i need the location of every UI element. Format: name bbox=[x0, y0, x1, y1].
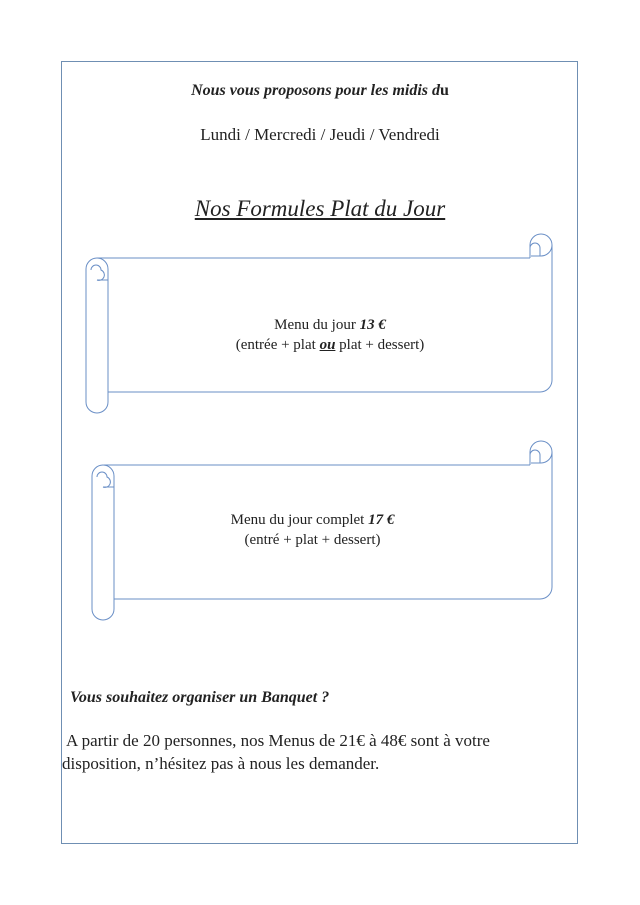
intro-text: Nous vous proposons pour les midis bbox=[191, 82, 433, 99]
page-frame bbox=[61, 61, 578, 844]
menu-detail: (entré + plat + dessert) bbox=[244, 532, 381, 548]
banquet-title: Vous souhaitez organiser un Banquet ? bbox=[70, 689, 330, 706]
banquet-text-line-1: A partir de 20 personnes, nos Menus de 21€ à 48€ sont à votre bbox=[66, 731, 490, 750]
intro-d: d bbox=[432, 82, 441, 99]
menu-label: Menu du jour complet bbox=[230, 512, 369, 528]
intro-u: u bbox=[440, 82, 449, 99]
menu-label: Menu du jour bbox=[274, 317, 360, 333]
menu-detail-part: (entrée + plat bbox=[235, 337, 320, 353]
menu-detail-or: ou bbox=[319, 337, 336, 353]
banquet-text bbox=[62, 729, 572, 775]
menu-detail-part: plat + dessert) bbox=[335, 337, 425, 353]
menu-title bbox=[110, 315, 550, 335]
menu-title bbox=[110, 510, 515, 530]
intro-heading bbox=[0, 82, 640, 100]
banquet-text-line-2: disposition, n’hésitez pas à nous les demander. bbox=[62, 754, 380, 773]
menu-formula-13 bbox=[110, 315, 550, 355]
menu-price: 17 € bbox=[368, 512, 395, 528]
menu-formula-17 bbox=[110, 510, 515, 550]
menu-detail bbox=[110, 335, 550, 355]
menu-price: 13 € bbox=[359, 317, 386, 333]
days-list: Lundi / Mercredi / Jeudi / Vendredi bbox=[200, 125, 440, 144]
section-title: Nos Formules Plat du Jour bbox=[194, 196, 446, 221]
